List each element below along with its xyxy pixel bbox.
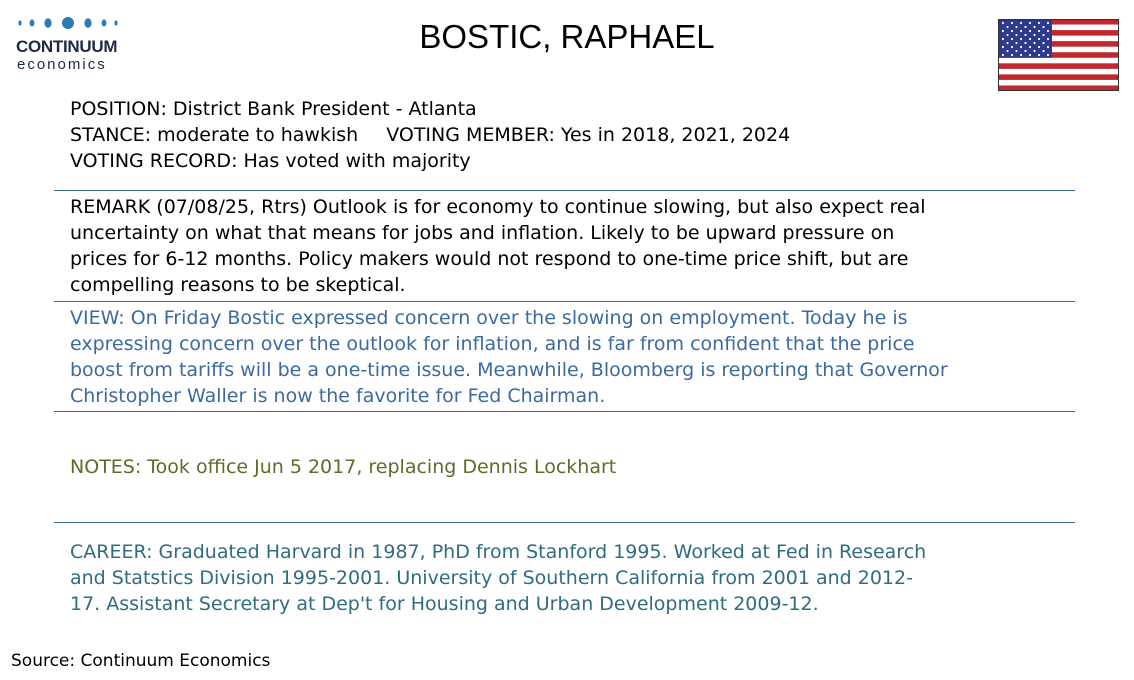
career-line: and Statstics Division 1995-2001. University of Southern California from 2001 and 2012- [70,567,913,589]
logo-name: CONTINUUM [16,37,118,56]
divider [54,411,1075,412]
divider [54,301,1075,302]
notes-line: NOTES: Took office Jun 5 2017, replacing Dennis Lockhart [70,456,617,478]
view-line: Christopher Waller is now the favorite for Fed Chairman. [70,385,606,407]
notes-section [70,454,1080,480]
remark-line: compelling reasons to be skeptical. [70,274,406,296]
career-line: 17. Assistant Secretary at Dep't for Housing and Urban Development 2009-12. [70,593,819,615]
voting-record-line: VOTING RECORD: Has voted with majority [70,150,471,172]
source-note: Source: Continuum Economics [11,651,271,671]
divider [54,522,1075,523]
view-line: VIEW: On Friday Bostic expressed concern over the slowing on employment. Today he is [70,307,908,329]
stance: STANCE: moderate to hawkish [70,124,359,146]
view-line: expressing concern over the outlook for inflation, and is far from confident that the price [70,333,915,355]
view-line: boost from tariffs will be a one-time issue. Meanwhile, Bloomberg is reporting that Governor [70,359,948,381]
position-line: POSITION: District Bank President - Atlanta [70,98,477,120]
remark-line: REMARK (07/08/25, Rtrs) Outlook is for economy to continue slowing, but also expect real [70,196,926,218]
divider [54,190,1075,191]
career-line: CAREER: Graduated Harvard in 1987, PhD from Stanford 1995. Worked at Fed in Research [70,541,927,563]
career-section [70,539,1080,617]
remark-line: prices for 6-12 months. Policy makers would not respond to one-time price shift, but are [70,248,909,270]
view-section [70,305,1080,409]
page-title: BOSTIC, RAPHAEL [419,18,715,55]
voting-member: VOTING MEMBER: Yes in 2018, 2021, 2024 [386,124,791,146]
logo-subtitle: economics [17,56,107,73]
remark-section [70,194,1080,298]
remark-line: uncertainty on what that means for jobs and inflation. Likely to be upward pressure on [70,222,895,244]
us-flag-icon [998,19,1119,91]
stance-voting-line [70,122,790,148]
member-info [70,96,790,174]
